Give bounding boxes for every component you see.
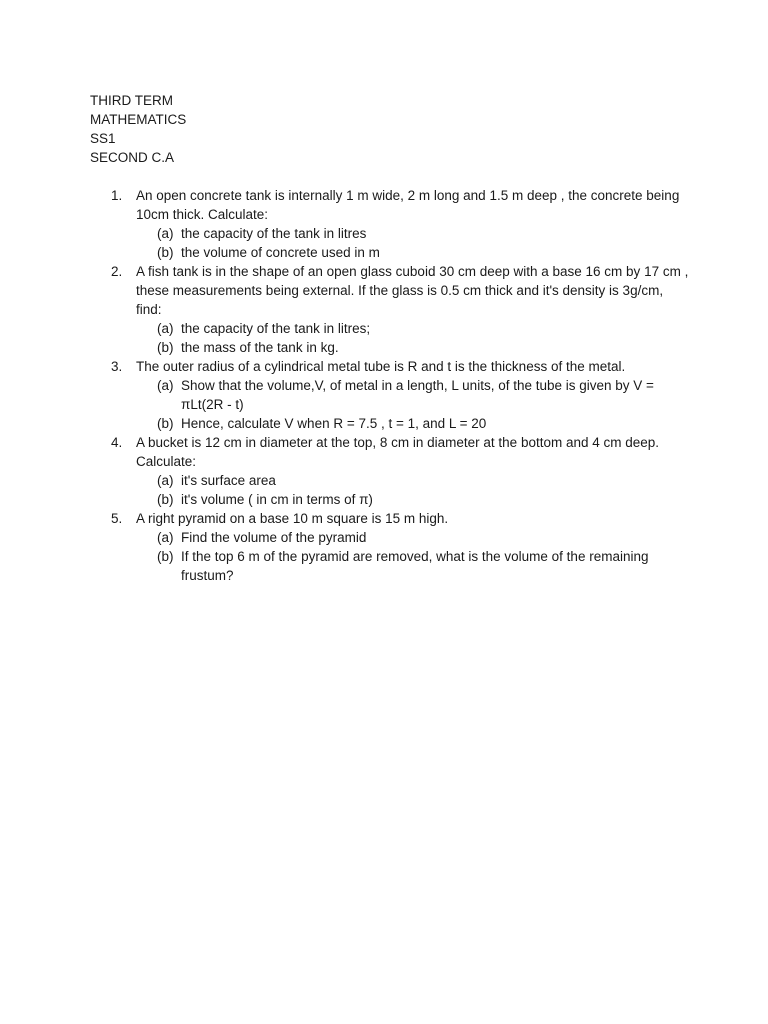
question-3-part-a [90,376,690,414]
question-text: The outer radius of a cylindrical metal tube is R and t is the thickness of the metal. [136,359,626,374]
part-text: it's surface area [181,473,276,488]
term-label: THIRD TERM [90,93,173,108]
part-label: (b) [157,549,174,564]
class-label: SS1 [90,131,116,146]
question-2-part-a [90,319,690,338]
part-label: (b) [157,416,174,431]
part-label: (b) [157,492,174,507]
question-1-part-a [90,224,690,243]
question-number: 5. [111,511,123,526]
question-5-part-b [90,547,690,585]
question-list [90,186,690,585]
part-text: Hence, calculate V when R = 7.5 , t = 1, and L = 20 [181,416,487,431]
part-text: it's volume ( in cm in terms of π) [181,492,373,507]
question-4-part-b [90,490,690,509]
part-label: (a) [157,378,174,393]
question-number: 3. [111,359,123,374]
question-text: A bucket is 12 cm in diameter at the top, 8 cm in diameter at the bottom and 4 cm deep. Calculate: [136,435,660,469]
part-text: the volume of concrete used in m [181,245,380,260]
document-header [90,91,186,167]
part-label: (b) [157,245,174,260]
part-label: (a) [157,226,174,241]
part-text: the capacity of the tank in litres; [181,321,371,336]
question-3 [90,357,690,433]
question-1 [90,186,690,262]
part-text: the mass of the tank in kg. [181,340,339,355]
question-text: An open concrete tank is internally 1 m wide, 2 m long and 1.5 m deep , the concrete being 10cm thick. Calculate: [136,188,680,222]
assessment-label: SECOND C.A [90,150,175,165]
question-number: 4. [111,435,123,450]
part-text: If the top 6 m of the pyramid are removed, what is the volume of the remaining frustum? [181,549,649,583]
part-label: (b) [157,340,174,355]
part-label: (a) [157,321,174,336]
question-4 [90,433,690,509]
part-label: (a) [157,530,174,545]
question-text: A fish tank is in the shape of an open glass cuboid 30 cm deep with a base 16 cm by 17 cm , these measurements being external. If the glass is 0.5 cm thick and it's density is 3g/cm, find: [136,264,689,317]
question-2-part-b [90,338,690,357]
part-text: Show that the volume,V, of metal in a length, L units, of the tube is given by V = πLt(2R - t) [181,378,654,412]
question-5-part-a [90,528,690,547]
part-label: (a) [157,473,174,488]
subject-label: MATHEMATICS [90,112,187,127]
part-text: the capacity of the tank in litres [181,226,367,241]
part-text: Find the volume of the pyramid [181,530,367,545]
question-1-part-b [90,243,690,262]
question-5 [90,509,690,585]
question-number: 1. [111,188,123,203]
question-2 [90,262,690,357]
question-3-part-b [90,414,690,433]
question-text: A right pyramid on a base 10 m square is 15 m high. [136,511,449,526]
question-number: 2. [111,264,123,279]
question-4-part-a [90,471,690,490]
